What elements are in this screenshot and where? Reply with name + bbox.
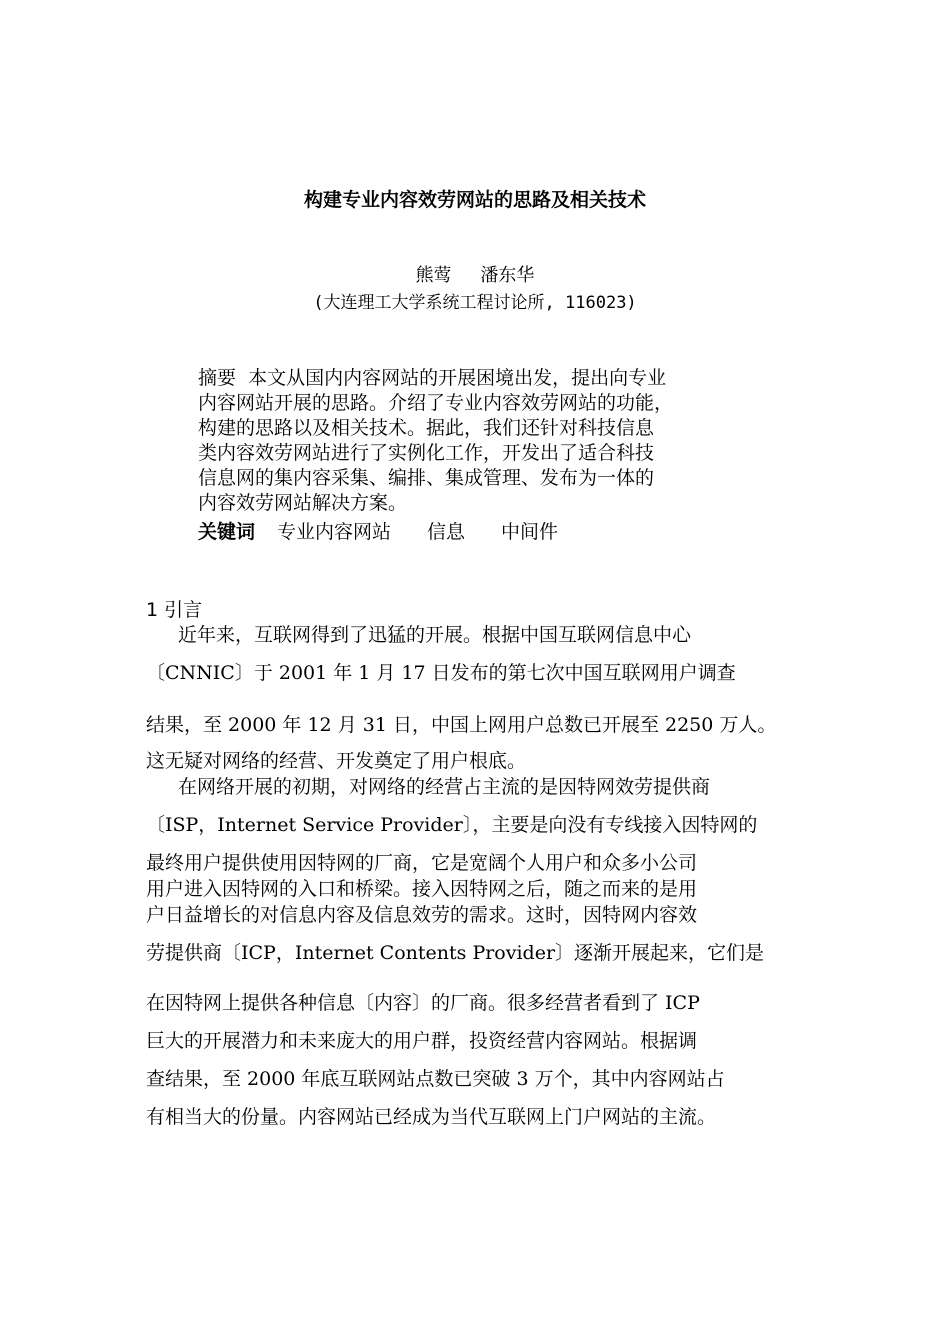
authors: 熊莺 潘东华: [415, 265, 535, 286]
abstract: [198, 366, 768, 516]
paragraph-line: 在因特网上提供各种信息〔内容〕的厂商。很多经营者看到了 ICP: [146, 992, 700, 1014]
keywords: [198, 520, 758, 545]
paragraph-line: 近年来，互联网得到了迅猛的开展。根据中国互联网信息中心: [178, 624, 692, 646]
paragraph-line: 劳提供商〔ICP，Internet Contents Provider〕逐渐开展起来，它们是: [146, 942, 765, 964]
paragraph-line: 〔CNNIC〕于 2001 年 1 月 17 日发布的第七次中国互联网用户调查: [146, 662, 736, 684]
abstract-line: [198, 366, 768, 391]
keyword-item: 中间件: [501, 521, 559, 543]
keywords-label: 关键词: [198, 521, 256, 543]
paragraph-line: 有相当大的份量。内容网站已经成为当代互联网上门户网站的主流。: [146, 1106, 717, 1128]
abstract-line: 内容效劳网站解决方案。: [198, 492, 408, 514]
paragraph-line: 这无疑对网络的经营、开发奠定了用户根底。: [146, 750, 527, 772]
keyword-item: 信息: [427, 521, 466, 543]
abstract-line: 构建的思路以及相关技术。据此，我们还针对科技信息: [198, 417, 655, 439]
keyword-item: 专业内容网站: [277, 521, 392, 543]
affiliation: (大连理工大学系统工程讨论所, 116023): [313, 293, 637, 313]
paragraph-line: 查结果，至 2000 年底互联网站点数已突破 3 万个，其中内容网站占: [146, 1068, 725, 1090]
paragraph-line: 户日益增长的对信息内容及信息效劳的需求。这时，因特网内容效: [146, 904, 698, 926]
paragraph-line: 结果，至 2000 年 12 月 31 日，中国上网用户总数已开展至 2250 万人。: [146, 714, 777, 736]
paragraph-line: 最终用户提供使用因特网的厂商，它是宽阔个人用户和众多小公司: [146, 852, 698, 874]
abstract-label: 摘要: [198, 367, 237, 389]
paragraph-line: 〔ISP，Internet Service Provider〕，主要是向没有专线接入因特网的: [146, 814, 758, 836]
abstract-text: 本文从国内内容网站的开展困境出发，提出向专业: [236, 367, 667, 389]
abstract-line: 类内容效劳网站进行了实例化工作，开发出了适合科技: [198, 442, 655, 464]
section-heading: 1 引言: [146, 599, 203, 621]
abstract-line: 信息网的集内容采集、编排、集成管理、发布为一体的: [198, 467, 655, 489]
document-title: 构建专业内容效劳网站的思路及相关技术: [303, 189, 646, 211]
paragraph-line: 在网络开展的初期，对网络的经营占主流的是因特网效劳提供商: [178, 776, 711, 798]
abstract-line: 内容网站开展的思路。介绍了专业内容效劳网站的功能，: [198, 392, 674, 414]
paragraph-line: 用户进入因特网的入口和桥梁。接入因特网之后，随之而来的是用: [146, 878, 698, 900]
paragraph-line: 巨大的开展潜力和未来庞大的用户群，投资经营内容网站。根据调: [146, 1030, 698, 1052]
